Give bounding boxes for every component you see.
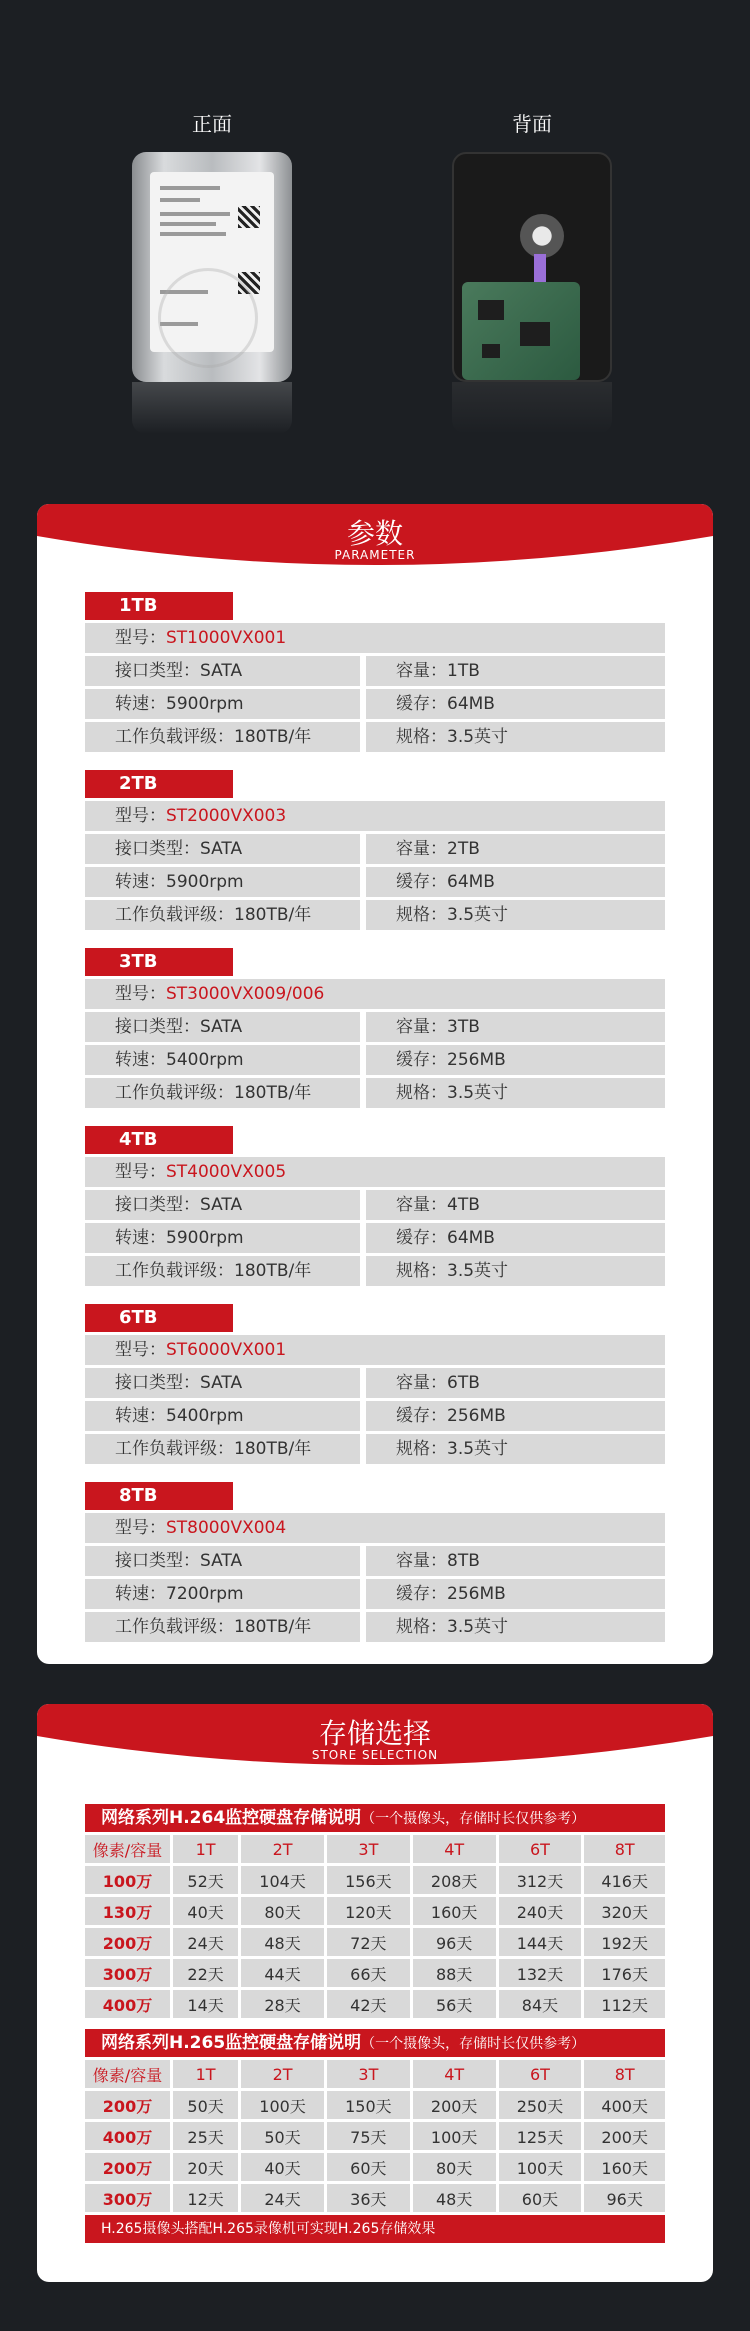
column-header: 6T [499, 2060, 585, 2088]
h264-table-title [85, 1804, 665, 1832]
parameter-block-2tb [85, 770, 665, 934]
column-header: 6T [499, 1835, 585, 1863]
workload-field: 工作负载评级：180TB/年 [85, 1434, 360, 1464]
spec-field: 规格：3.5英寸 [366, 1078, 665, 1108]
hard-drive-back-image [452, 152, 612, 382]
resolution-cell: 300万 [85, 2184, 173, 2212]
capacity-badge: 3TB [85, 948, 233, 976]
workload-field: 工作负载评级：180TB/年 [85, 1078, 360, 1108]
duration-cell: 60天 [327, 2153, 413, 2181]
h265-footer-note: H.265摄像头搭配H.265录像机可实现H.265存储效果 [85, 2215, 665, 2243]
duration-cell: 42天 [327, 1990, 413, 2018]
parameter-block-8tb [85, 1482, 665, 1646]
duration-cell: 200天 [584, 2122, 665, 2150]
front-reflection [132, 382, 292, 434]
spec-field: 规格：3.5英寸 [366, 1612, 665, 1642]
duration-cell: 125天 [499, 2122, 585, 2150]
duration-cell: 112天 [584, 1990, 665, 2018]
duration-cell: 40天 [173, 1897, 241, 1925]
column-header: 4T [413, 1835, 499, 1863]
duration-cell: 96天 [584, 2184, 665, 2212]
model-number: ST4000VX005 [166, 1162, 287, 1182]
table-row [85, 2153, 665, 2181]
column-header: 1T [173, 1835, 241, 1863]
h265-note: （一个摄像头，存储时长仅供参考） [361, 2036, 586, 2052]
duration-cell: 36天 [327, 2184, 413, 2212]
parameter-block-3tb [85, 948, 665, 1112]
model-number: ST2000VX003 [166, 806, 287, 826]
capacity-field: 容量：2TB [366, 834, 665, 864]
table-row [85, 2122, 665, 2150]
h264-title: 网络系列H.264监控硬盘存储说明 [101, 1808, 362, 1828]
capacity-badge: 2TB [85, 770, 233, 798]
parameter-block-6tb [85, 1304, 665, 1468]
duration-cell: 250天 [499, 2091, 585, 2119]
duration-cell: 160天 [584, 2153, 665, 2181]
duration-cell: 80天 [413, 2153, 499, 2181]
storage-header [37, 1704, 713, 1786]
parameter-block-1tb [85, 592, 665, 756]
parameter-subtitle: PARAMETER [334, 548, 416, 562]
interface-field: 接口类型：SATA [85, 834, 360, 864]
table-row [85, 1959, 665, 1987]
workload-field: 工作负载评级：180TB/年 [85, 722, 360, 752]
resolution-cell: 300万 [85, 1959, 173, 1987]
resolution-cell: 200万 [85, 1928, 173, 1956]
duration-cell: 20天 [173, 2153, 241, 2181]
model-row [85, 623, 665, 653]
workload-field: 工作负载评级：180TB/年 [85, 1256, 360, 1286]
duration-cell: 150天 [327, 2091, 413, 2119]
column-header: 2T [241, 2060, 327, 2088]
corner-header: 像素/容量 [85, 2060, 173, 2088]
model-number: ST1000VX001 [166, 628, 287, 648]
duration-cell: 24天 [241, 2184, 327, 2212]
capacity-field: 容量：3TB [366, 1012, 665, 1042]
storage-title: 存储选择 [318, 1717, 431, 1750]
front-label: 正面 [192, 112, 232, 136]
spec-field: 规格：3.5英寸 [366, 1256, 665, 1286]
duration-cell: 50天 [241, 2122, 327, 2150]
table-row [85, 1866, 665, 1894]
product-photos [0, 0, 750, 490]
capacity-field: 容量：8TB [366, 1546, 665, 1576]
duration-cell: 80天 [241, 1897, 327, 1925]
resolution-cell: 400万 [85, 1990, 173, 2018]
back-reflection [452, 382, 612, 434]
duration-cell: 200天 [413, 2091, 499, 2119]
parameter-panel [37, 504, 713, 1664]
resolution-cell: 100万 [85, 1866, 173, 1894]
duration-cell: 44天 [241, 1959, 327, 1987]
duration-cell: 192天 [584, 1928, 665, 1956]
spec-field: 规格：3.5英寸 [366, 722, 665, 752]
resolution-cell: 400万 [85, 2122, 173, 2150]
h265-storage-table [85, 2029, 665, 2243]
duration-cell: 88天 [413, 1959, 499, 1987]
column-header: 3T [327, 2060, 413, 2088]
capacity-field: 容量：1TB [366, 656, 665, 686]
duration-cell: 12天 [173, 2184, 241, 2212]
storage-panel [37, 1704, 713, 2282]
table-row [85, 2091, 665, 2119]
duration-cell: 240天 [499, 1897, 585, 1925]
interface-field: 接口类型：SATA [85, 1012, 360, 1042]
corner-header: 像素/容量 [85, 1835, 173, 1863]
h265-table-title [85, 2029, 665, 2057]
table-row [85, 1928, 665, 1956]
interface-field: 接口类型：SATA [85, 656, 360, 686]
hard-drive-front-image [132, 152, 292, 382]
cache-field: 缓存：64MB [366, 689, 665, 719]
duration-cell: 100天 [241, 2091, 327, 2119]
cache-field: 缓存：256MB [366, 1045, 665, 1075]
model-label: 型号： [115, 628, 166, 648]
duration-cell: 22天 [173, 1959, 241, 1987]
spec-field: 规格：3.5英寸 [366, 1434, 665, 1464]
table-header-row [85, 2060, 665, 2088]
model-label: 型号： [115, 1518, 166, 1538]
storage-subtitle: STORE SELECTION [311, 1748, 439, 1762]
duration-cell: 75天 [327, 2122, 413, 2150]
duration-cell: 48天 [413, 2184, 499, 2212]
h264-note: （一个摄像头，存储时长仅供参考） [361, 1811, 586, 1827]
interface-field: 接口类型：SATA [85, 1368, 360, 1398]
duration-cell: 96天 [413, 1928, 499, 1956]
cache-field: 缓存：256MB [366, 1401, 665, 1431]
speed-field: 转速：5400rpm [85, 1045, 360, 1075]
duration-cell: 48天 [241, 1928, 327, 1956]
table-row [85, 1990, 665, 2018]
duration-cell: 84天 [499, 1990, 585, 2018]
workload-field: 工作负载评级：180TB/年 [85, 900, 360, 930]
spec-field: 规格：3.5英寸 [366, 900, 665, 930]
resolution-cell: 130万 [85, 1897, 173, 1925]
model-number: ST6000VX001 [166, 1340, 287, 1360]
h264-storage-table [85, 1804, 665, 2021]
duration-cell: 100天 [499, 2153, 585, 2181]
duration-cell: 156天 [327, 1866, 413, 1894]
duration-cell: 28天 [241, 1990, 327, 2018]
table-header-row [85, 1835, 665, 1863]
column-header: 3T [327, 1835, 413, 1863]
duration-cell: 416天 [584, 1866, 665, 1894]
table-row [85, 2184, 665, 2212]
duration-cell: 312天 [499, 1866, 585, 1894]
resolution-cell: 200万 [85, 2153, 173, 2181]
model-label: 型号： [115, 1162, 166, 1182]
interface-field: 接口类型：SATA [85, 1190, 360, 1220]
duration-cell: 25天 [173, 2122, 241, 2150]
cache-field: 缓存：256MB [366, 1579, 665, 1609]
model-row [85, 1513, 665, 1543]
column-header: 8T [584, 2060, 665, 2088]
duration-cell: 50天 [173, 2091, 241, 2119]
column-header: 8T [584, 1835, 665, 1863]
duration-cell: 56天 [413, 1990, 499, 2018]
workload-field: 工作负载评级：180TB/年 [85, 1612, 360, 1642]
duration-cell: 400天 [584, 2091, 665, 2119]
duration-cell: 320天 [584, 1897, 665, 1925]
duration-cell: 52天 [173, 1866, 241, 1894]
duration-cell: 208天 [413, 1866, 499, 1894]
speed-field: 转速：5400rpm [85, 1401, 360, 1431]
capacity-badge: 1TB [85, 592, 233, 620]
duration-cell: 176天 [584, 1959, 665, 1987]
h265-table [85, 2057, 665, 2215]
model-row [85, 979, 665, 1009]
capacity-field: 容量：4TB [366, 1190, 665, 1220]
capacity-badge: 4TB [85, 1126, 233, 1154]
duration-cell: 144天 [499, 1928, 585, 1956]
table-row [85, 1897, 665, 1925]
model-row [85, 801, 665, 831]
capacity-badge: 8TB [85, 1482, 233, 1510]
model-label: 型号： [115, 984, 166, 1004]
duration-cell: 24天 [173, 1928, 241, 1956]
parameter-header [37, 504, 713, 586]
duration-cell: 120天 [327, 1897, 413, 1925]
duration-cell: 40天 [241, 2153, 327, 2181]
duration-cell: 104天 [241, 1866, 327, 1894]
resolution-cell: 200万 [85, 2091, 173, 2119]
cache-field: 缓存：64MB [366, 1223, 665, 1253]
speed-field: 转速：5900rpm [85, 689, 360, 719]
capacity-field: 容量：6TB [366, 1368, 665, 1398]
model-number: ST3000VX009/006 [166, 984, 325, 1004]
h264-table [85, 1832, 665, 2021]
duration-cell: 100天 [413, 2122, 499, 2150]
capacity-badge: 6TB [85, 1304, 233, 1332]
parameter-title: 参数 [346, 517, 403, 550]
interface-field: 接口类型：SATA [85, 1546, 360, 1576]
back-label: 背面 [512, 112, 552, 136]
model-number: ST8000VX004 [166, 1518, 287, 1538]
parameter-block-4tb [85, 1126, 665, 1290]
column-header: 1T [173, 2060, 241, 2088]
duration-cell: 14天 [173, 1990, 241, 2018]
model-row [85, 1335, 665, 1365]
h265-title: 网络系列H.265监控硬盘存储说明 [101, 2033, 362, 2053]
model-row [85, 1157, 665, 1187]
cache-field: 缓存：64MB [366, 867, 665, 897]
column-header: 4T [413, 2060, 499, 2088]
duration-cell: 132天 [499, 1959, 585, 1987]
speed-field: 转速：5900rpm [85, 1223, 360, 1253]
model-label: 型号： [115, 806, 166, 826]
duration-cell: 60天 [499, 2184, 585, 2212]
model-label: 型号： [115, 1340, 166, 1360]
speed-field: 转速：7200rpm [85, 1579, 360, 1609]
column-header: 2T [241, 1835, 327, 1863]
duration-cell: 72天 [327, 1928, 413, 1956]
duration-cell: 66天 [327, 1959, 413, 1987]
duration-cell: 160天 [413, 1897, 499, 1925]
speed-field: 转速：5900rpm [85, 867, 360, 897]
